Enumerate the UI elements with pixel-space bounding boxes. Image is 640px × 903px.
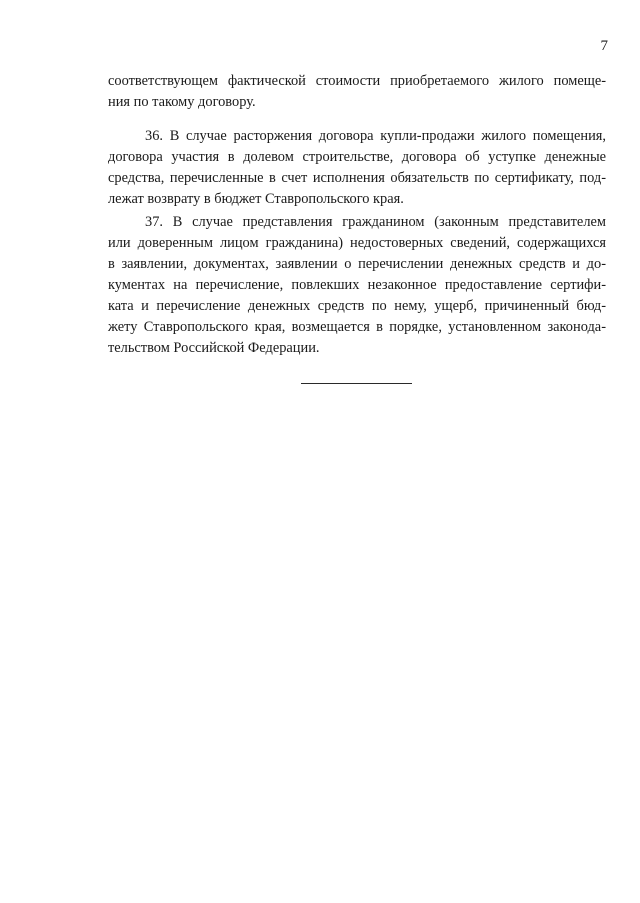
page-number: 7 [600, 38, 608, 54]
text-line: лежат возврату в бюджет Ставропольского края. [108, 191, 404, 207]
text-line: жету Ставропольского края, возмещается в порядке, установленном законода- [108, 319, 606, 335]
text-line: 37. В случае представления гражданином (законным представителем [145, 214, 606, 230]
paragraph-36 [108, 126, 606, 210]
text-line: тельством Российской Федерации. [108, 340, 320, 356]
paragraph-37 [108, 212, 606, 359]
text-line: договора участия в долевом строительстве, договора об уступке денежные [108, 149, 606, 165]
text-line: ния по такому договору. [108, 94, 256, 110]
end-of-document-rule [301, 383, 412, 384]
text-line: или доверенным лицом гражданина) недостоверных сведений, содержащихся [108, 235, 606, 251]
text-line: средства, перечисленные в счет исполнения обязательств по сертификату, под- [108, 170, 606, 186]
paragraph-continuation [108, 71, 606, 113]
text-line: в заявлении, документах, заявлении о перечислении денежных средств и до- [108, 256, 606, 272]
text-line: ката и перечисление денежных средств по нему, ущерб, причиненный бюд- [108, 298, 606, 314]
text-line: кументах на перечисление, повлекших незаконное предоставление сертифи- [108, 277, 606, 293]
text-line: соответствующем фактической стоимости приобретаемого жилого помеще- [108, 73, 606, 89]
text-line: 36. В случае расторжения договора купли-продажи жилого помещения, [145, 128, 606, 144]
